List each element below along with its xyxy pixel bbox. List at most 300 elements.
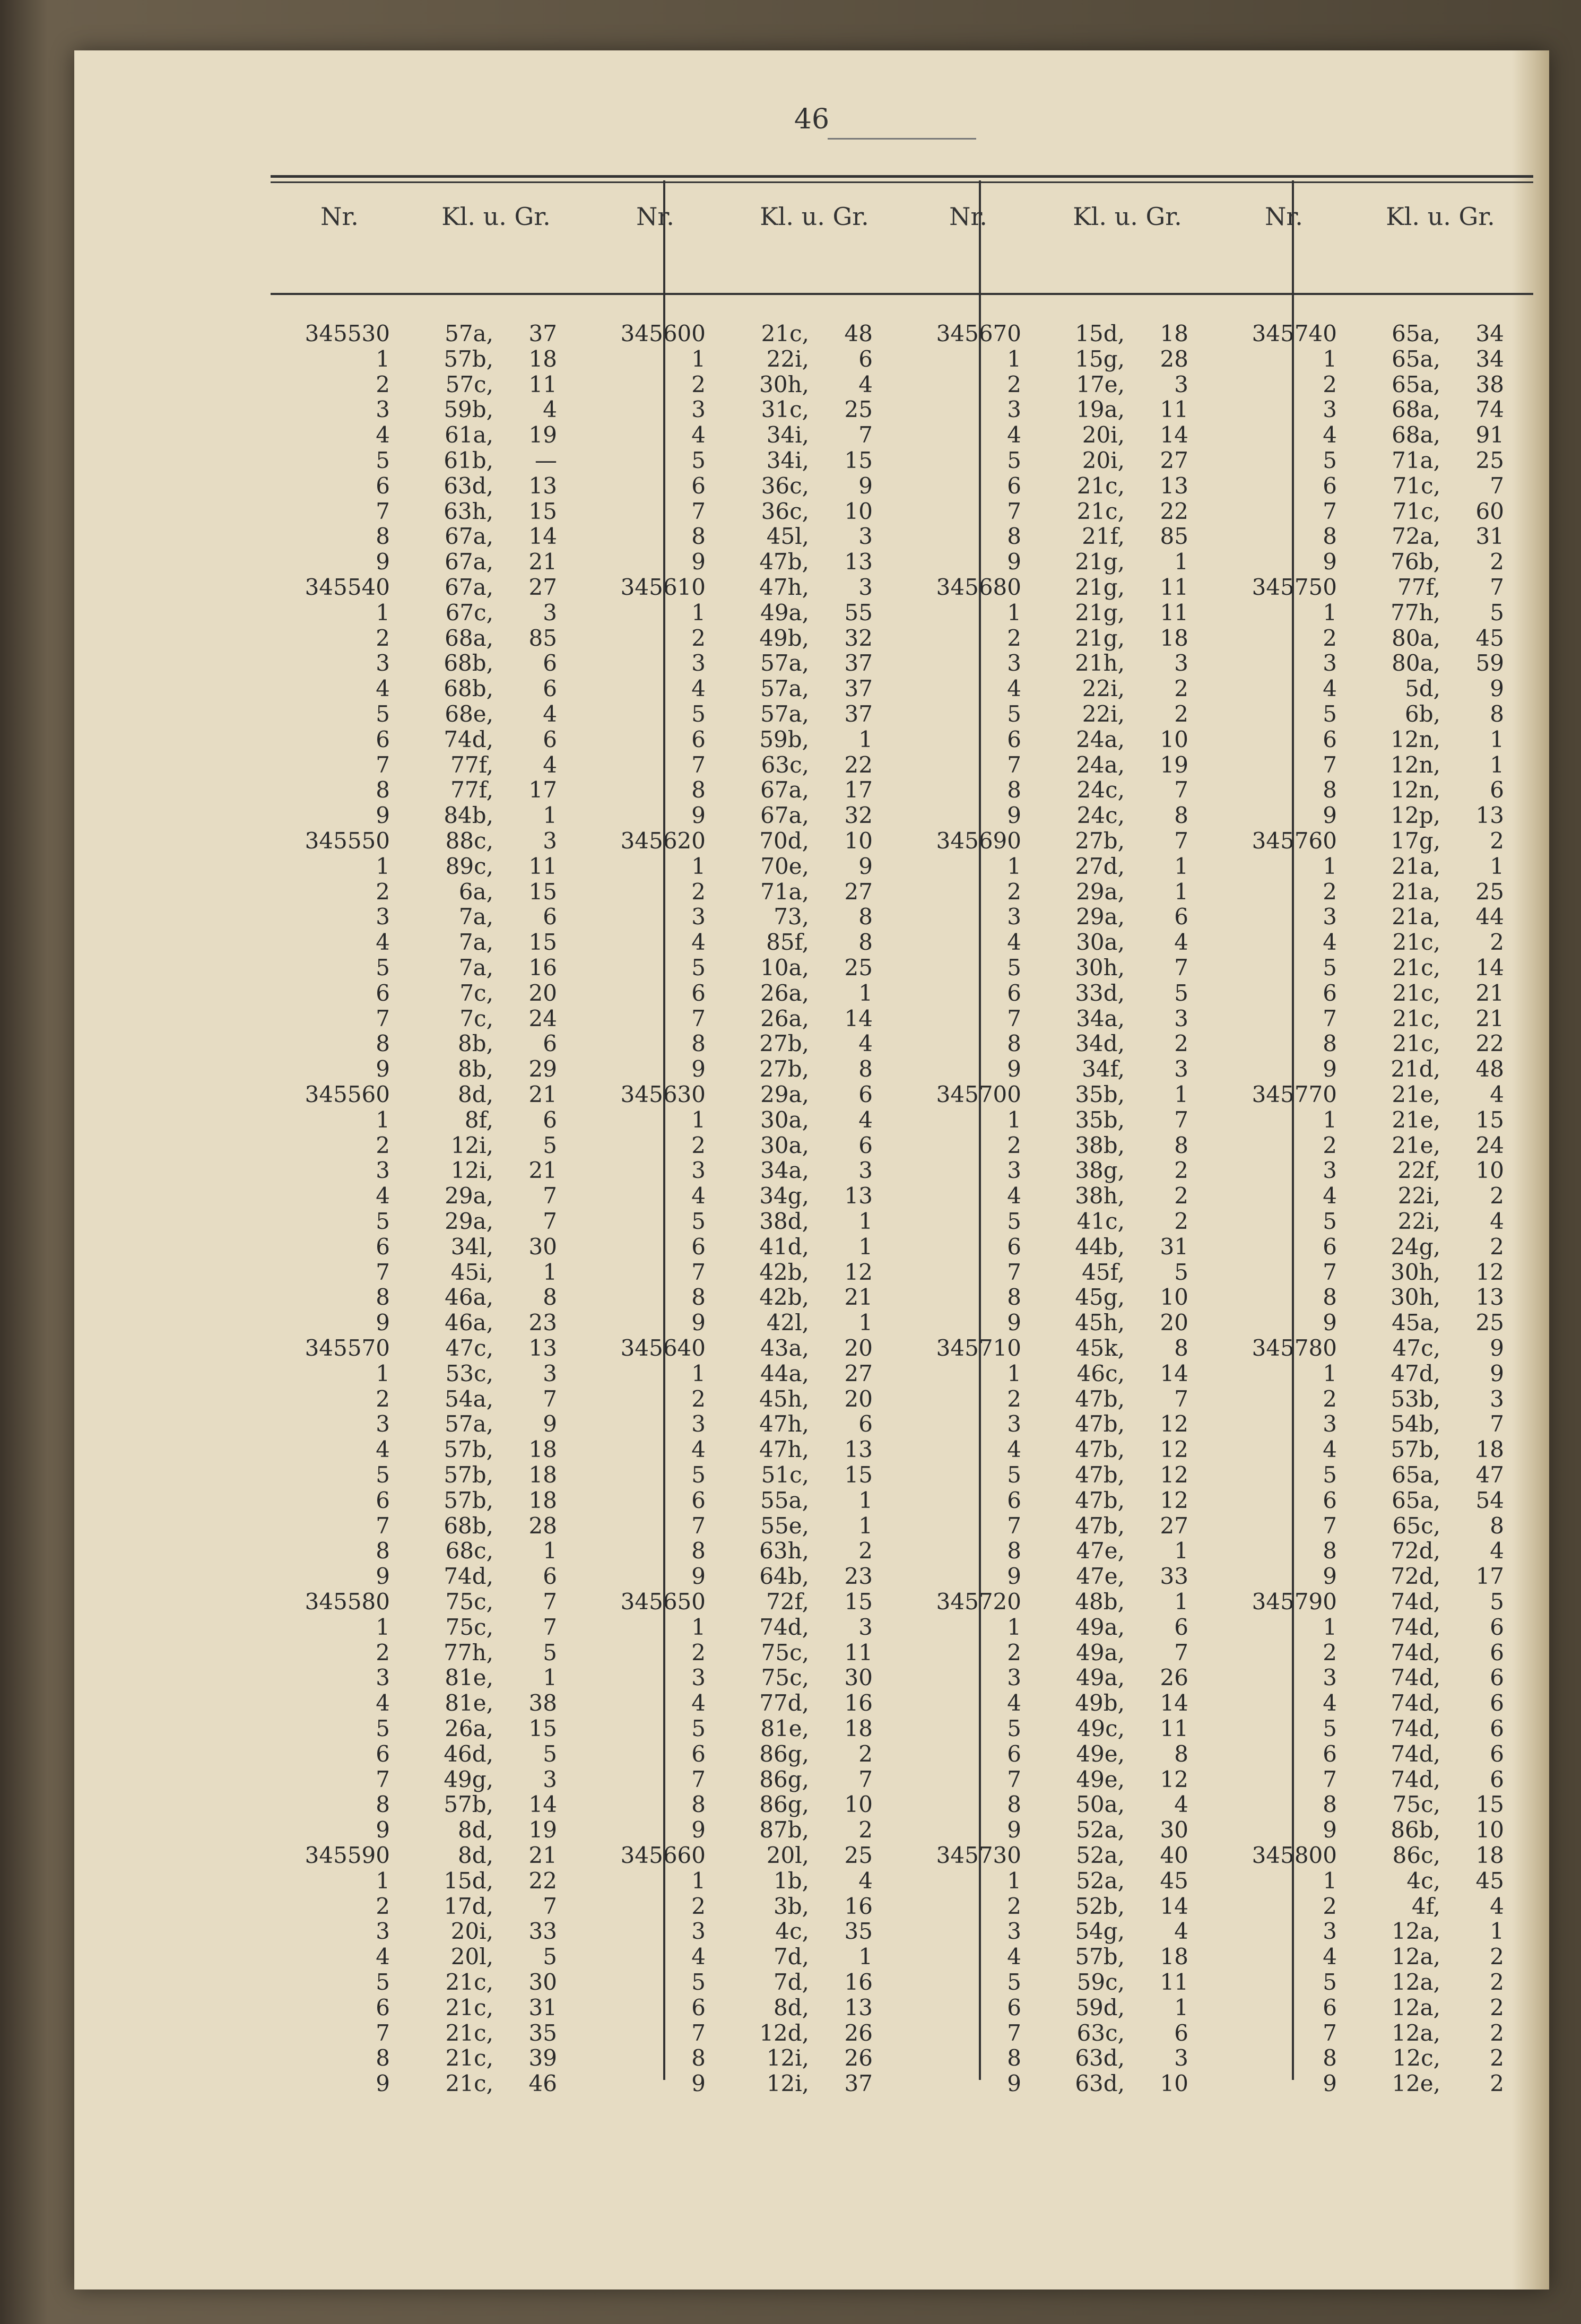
- group-count: 21: [528, 1081, 557, 1107]
- entry-number: 345550: [305, 828, 390, 854]
- group-count: 15: [844, 1462, 873, 1488]
- entry-number: 1: [1323, 599, 1337, 626]
- table-row: [271, 1082, 1533, 1107]
- class-group: 34a,: [760, 1157, 809, 1184]
- group-count: 7: [543, 1208, 557, 1234]
- entry-number: 6: [376, 1487, 390, 1513]
- entry-number: 1: [1323, 345, 1337, 372]
- group-count: 17: [528, 777, 557, 803]
- class-group: 21c,: [1076, 498, 1125, 524]
- entry-number: 1: [1007, 853, 1021, 879]
- entry-number: 3: [1323, 650, 1337, 677]
- entry-number: 2: [376, 371, 390, 397]
- entry-number: 9: [1323, 549, 1337, 575]
- entry-number: 8: [376, 523, 390, 550]
- entry-number: 4: [376, 1436, 390, 1463]
- table-row: [271, 473, 1533, 499]
- group-count: 20: [844, 1385, 873, 1412]
- class-group: 57c,: [445, 371, 493, 397]
- group-count: 1: [858, 726, 873, 752]
- class-group: 68e,: [445, 701, 493, 727]
- entry-number: 5: [691, 1715, 706, 1741]
- entry-number: 5: [376, 701, 390, 727]
- class-group: 81e,: [445, 1664, 493, 1691]
- class-group: 21a,: [1392, 853, 1440, 879]
- group-count: 15: [844, 1589, 873, 1615]
- group-count: 1: [543, 1664, 557, 1691]
- class-group: 77h,: [444, 1639, 493, 1666]
- class-group: 59b,: [444, 396, 493, 423]
- entry-number: 4: [691, 422, 706, 448]
- class-group: 12p,: [1391, 802, 1440, 829]
- class-group: 29a,: [445, 1208, 493, 1234]
- entry-number: 7: [376, 1512, 390, 1539]
- entry-number: 7: [376, 1005, 390, 1031]
- group-count: 18: [1475, 1842, 1504, 1868]
- group-count: 4: [858, 1106, 873, 1133]
- entry-number: 6: [691, 1740, 706, 1767]
- group-count: 27: [844, 1360, 873, 1386]
- group-count: 6: [543, 675, 557, 702]
- entry-number: 4: [1007, 1690, 1021, 1716]
- class-group: 7a,: [458, 955, 493, 981]
- group-count: 25: [844, 1842, 873, 1868]
- entry-number: 4: [1007, 1436, 1021, 1463]
- group-count: 1: [858, 1487, 873, 1513]
- class-group: 4f,: [1411, 1893, 1440, 1919]
- table-row: [271, 1107, 1533, 1133]
- entry-number: 1: [691, 599, 706, 626]
- class-group: 1b,: [774, 1867, 809, 1894]
- table-top-rule: [271, 175, 1533, 178]
- class-group: 77d,: [759, 1690, 809, 1716]
- entry-number: 9: [376, 2070, 390, 2097]
- entry-number: 5: [1007, 1208, 1021, 1234]
- entry-number: 9: [376, 802, 390, 829]
- class-group: 26a,: [760, 979, 809, 1006]
- group-count: 12: [1160, 1411, 1188, 1437]
- group-count: 3: [858, 523, 873, 550]
- class-group: 81e,: [445, 1690, 493, 1716]
- class-group: 68a,: [1392, 396, 1440, 423]
- group-count: 11: [1160, 396, 1188, 423]
- entry-number: 4: [376, 675, 390, 702]
- class-group: 30a,: [760, 1106, 809, 1133]
- table-row: [271, 1868, 1533, 1894]
- group-count: 48: [1475, 1056, 1504, 1082]
- class-group: 57b,: [1075, 1944, 1125, 1970]
- entry-number: 2: [1323, 1385, 1337, 1412]
- group-count: 31: [1475, 523, 1504, 550]
- class-group: 47b,: [1075, 1462, 1125, 1488]
- entry-number: 4: [376, 1690, 390, 1716]
- entry-number: 7: [691, 1512, 706, 1539]
- group-count: 12: [844, 1259, 873, 1285]
- entry-number: 345760: [1252, 828, 1337, 854]
- group-count: 4: [543, 701, 557, 727]
- class-group: 48b,: [1075, 1589, 1125, 1615]
- entry-number: 9: [1007, 1817, 1021, 1843]
- group-count: 2: [858, 1817, 873, 1843]
- entry-number: 1: [376, 1360, 390, 1386]
- entry-number: 345790: [1252, 1589, 1337, 1615]
- class-group: 45f,: [1082, 1259, 1125, 1285]
- entry-number: 345680: [936, 574, 1021, 600]
- class-group: 27b,: [759, 1056, 809, 1082]
- table-top-rule-inner: [271, 181, 1533, 183]
- entry-number: 1: [691, 1106, 706, 1133]
- table-row: [271, 626, 1533, 651]
- group-count: 2: [1174, 701, 1188, 727]
- class-group: 12a,: [1392, 1944, 1440, 1970]
- entry-number: 7: [691, 1005, 706, 1031]
- entry-number: 7: [1323, 1005, 1337, 1031]
- group-count: 21: [844, 1284, 873, 1311]
- class-group: 6b,: [1405, 701, 1440, 727]
- group-count: 1: [543, 1259, 557, 1285]
- class-group: 47b,: [1075, 1436, 1125, 1463]
- group-count: 18: [1475, 1436, 1504, 1463]
- entry-number: 6: [1007, 726, 1021, 752]
- group-count: 1: [1174, 1589, 1188, 1615]
- group-count: 6: [1490, 1614, 1504, 1640]
- entry-number: 6: [1323, 1994, 1337, 2021]
- class-group: 57a,: [445, 320, 493, 346]
- class-group: 74d,: [1391, 1766, 1440, 1792]
- entry-number: 1: [691, 1867, 706, 1894]
- entry-number: 7: [1007, 2019, 1021, 2046]
- class-group: 72d,: [1391, 1538, 1440, 1564]
- class-group: 80a,: [1392, 625, 1440, 651]
- class-group: 12n,: [1391, 751, 1440, 778]
- class-group: 45k,: [1075, 1335, 1125, 1361]
- class-group: 45a,: [1392, 1310, 1440, 1336]
- class-group: 24a,: [1076, 751, 1125, 778]
- class-group: 70d,: [759, 828, 809, 854]
- group-count: 5: [1490, 1589, 1504, 1615]
- class-group: 49a,: [1076, 1664, 1125, 1691]
- class-group: 27b,: [1075, 828, 1125, 854]
- class-group: 86c,: [1392, 1842, 1440, 1868]
- entry-number: 4: [691, 1183, 706, 1209]
- entry-number: 5: [376, 955, 390, 981]
- group-count: 16: [844, 1690, 873, 1716]
- class-group: 21c,: [1392, 979, 1440, 1006]
- entry-number: 3: [376, 1157, 390, 1184]
- class-group: 36c,: [761, 472, 809, 499]
- table-row: [271, 904, 1533, 930]
- entry-number: 9: [1007, 549, 1021, 575]
- table-row: [271, 1361, 1533, 1386]
- class-group: 47e,: [1076, 1563, 1125, 1590]
- entry-number: 6: [1323, 1233, 1337, 1260]
- entry-number: 2: [1007, 625, 1021, 651]
- group-count: 1: [1174, 853, 1188, 879]
- class-group: 49a,: [760, 599, 809, 626]
- class-group: 21g,: [1075, 574, 1125, 600]
- group-count: 15: [528, 929, 557, 956]
- group-count: 14: [1475, 955, 1504, 981]
- class-group: 57a,: [760, 701, 809, 727]
- class-group: 24g,: [1391, 1233, 1440, 1260]
- class-group: 47h,: [759, 1411, 809, 1437]
- group-count: 45: [1160, 1867, 1188, 1894]
- class-group: 86b,: [1391, 1817, 1440, 1843]
- group-count: 4: [1490, 1208, 1504, 1234]
- class-group: 65c,: [1392, 1512, 1440, 1539]
- entry-number: 3: [376, 1664, 390, 1691]
- class-group: 12n,: [1391, 777, 1440, 803]
- group-count: 3: [543, 599, 557, 626]
- class-group: 21c,: [1392, 929, 1440, 956]
- entry-number: 3: [376, 650, 390, 677]
- class-group: 17d,: [444, 1893, 493, 1919]
- group-count: 4: [858, 371, 873, 397]
- entry-number: 1: [1323, 1867, 1337, 1894]
- class-group: 57b,: [444, 345, 493, 372]
- entry-number: 7: [376, 751, 390, 778]
- entry-number: 6: [1323, 1487, 1337, 1513]
- group-count: 2: [1490, 2045, 1504, 2071]
- entry-number: 9: [1007, 2070, 1021, 2097]
- table-row: [271, 828, 1533, 854]
- class-group: 12a,: [1392, 1918, 1440, 1945]
- class-group: 12a,: [1392, 2019, 1440, 2046]
- class-group: 12n,: [1391, 726, 1440, 752]
- class-group: 64b,: [759, 1563, 809, 1590]
- class-group: 21e,: [1392, 1132, 1440, 1158]
- group-count: 6: [1490, 1690, 1504, 1716]
- group-count: 15: [528, 1715, 557, 1741]
- class-group: 65a,: [1392, 371, 1440, 397]
- entry-number: 3: [1323, 396, 1337, 423]
- entry-number: 8: [691, 523, 706, 550]
- class-group: 4c,: [1406, 1867, 1440, 1894]
- class-group: 86g,: [759, 1740, 809, 1767]
- class-group: 86g,: [759, 1766, 809, 1792]
- class-group: 41c,: [1076, 1208, 1125, 1234]
- entry-number: 8: [691, 1538, 706, 1564]
- entry-number: 5: [1007, 447, 1021, 473]
- group-count: 35: [528, 2019, 557, 2046]
- entry-number: 5: [1007, 955, 1021, 981]
- class-group: 47b,: [1075, 1487, 1125, 1513]
- entry-number: 3: [1007, 1664, 1021, 1691]
- entry-number: 7: [376, 498, 390, 524]
- class-group: 68b,: [444, 650, 493, 677]
- class-group: 24c,: [1076, 777, 1125, 803]
- group-count: 39: [528, 2045, 557, 2071]
- table-row: [271, 524, 1533, 549]
- group-count: 16: [844, 1969, 873, 1995]
- group-count: 14: [528, 523, 557, 550]
- entry-number: 4: [1323, 1183, 1337, 1209]
- class-group: 42b,: [759, 1284, 809, 1311]
- class-group: 21g,: [1075, 625, 1125, 651]
- class-group: 27d,: [1075, 853, 1125, 879]
- group-count: 2: [1490, 1233, 1504, 1260]
- group-count: 10: [844, 498, 873, 524]
- group-count: 1: [1174, 549, 1188, 575]
- table-row: [271, 1310, 1533, 1336]
- group-count: 5: [543, 1639, 557, 1666]
- entry-number: 345750: [1252, 574, 1337, 600]
- class-group: 29a,: [1076, 878, 1125, 905]
- group-count: 3: [858, 1157, 873, 1184]
- class-group: 3b,: [774, 1893, 809, 1919]
- entry-number: 5: [691, 1208, 706, 1234]
- entry-number: 345740: [1252, 320, 1337, 346]
- class-group: 73,: [774, 904, 809, 930]
- class-group: 7d,: [774, 1944, 809, 1970]
- group-count: 6: [1490, 1715, 1504, 1741]
- table-row: [271, 930, 1533, 955]
- group-count: 1: [858, 1310, 873, 1336]
- group-count: 14: [1160, 422, 1188, 448]
- entry-number: 6: [376, 1740, 390, 1767]
- group-count: 11: [1160, 1969, 1188, 1995]
- group-count: 29: [528, 1056, 557, 1082]
- entry-number: 6: [691, 1233, 706, 1260]
- entry-number: 8: [376, 2045, 390, 2071]
- entry-number: 6: [376, 472, 390, 499]
- entry-number: 9: [1007, 802, 1021, 829]
- group-count: 40: [1160, 1842, 1188, 1868]
- group-count: 21: [1475, 979, 1504, 1006]
- group-count: 6: [1174, 1614, 1188, 1640]
- class-group: 57b,: [1391, 1436, 1440, 1463]
- entry-number: 6: [691, 472, 706, 499]
- entry-number: 8: [1007, 1030, 1021, 1057]
- entry-number: 3: [691, 1157, 706, 1184]
- class-group: 63h,: [759, 1538, 809, 1564]
- header-nr-1: Nr.: [320, 202, 359, 231]
- class-group: 75c,: [445, 1589, 493, 1615]
- table-row: [271, 2045, 1533, 2071]
- table-row: [271, 346, 1533, 372]
- class-group: 7a,: [458, 929, 493, 956]
- class-group: 57b,: [444, 1487, 493, 1513]
- entry-number: 8: [376, 1284, 390, 1311]
- group-count: 30: [844, 1664, 873, 1691]
- class-group: 49a,: [1076, 1639, 1125, 1666]
- class-group: 74d,: [1391, 1589, 1440, 1615]
- group-count: 13: [1160, 472, 1188, 499]
- group-count: 47: [1475, 1462, 1504, 1488]
- class-group: 15d,: [1075, 320, 1125, 346]
- group-count: 1: [1174, 1994, 1188, 2021]
- class-group: 75c,: [445, 1614, 493, 1640]
- group-count: 37: [528, 320, 557, 346]
- class-group: 47e,: [1076, 1538, 1125, 1564]
- class-group: 7d,: [774, 1969, 809, 1995]
- group-count: 5: [543, 1132, 557, 1158]
- class-group: 65a,: [1392, 1462, 1440, 1488]
- class-group: 15d,: [444, 1867, 493, 1894]
- group-count: 13: [844, 1436, 873, 1463]
- class-group: 47c,: [1392, 1335, 1440, 1361]
- group-count: 25: [1475, 878, 1504, 905]
- page-number: 46: [794, 103, 830, 135]
- class-group: 75c,: [761, 1639, 809, 1666]
- group-count: 6: [1490, 1664, 1504, 1691]
- entry-number: 5: [1007, 701, 1021, 727]
- entry-number: 4: [1007, 422, 1021, 448]
- table-row: [271, 2071, 1533, 2096]
- group-count: 4: [543, 396, 557, 423]
- entry-number: 3: [691, 1664, 706, 1691]
- group-count: 5: [1174, 979, 1188, 1006]
- class-group: 29a,: [445, 1183, 493, 1209]
- class-group: 7c,: [459, 979, 493, 1006]
- group-count: 74: [1475, 396, 1504, 423]
- class-group: 30h,: [759, 371, 809, 397]
- group-count: 4: [1174, 1791, 1188, 1818]
- class-group: 49e,: [1076, 1740, 1125, 1767]
- class-group: 84b,: [444, 802, 493, 829]
- group-count: 2: [1490, 1944, 1504, 1970]
- group-count: 3: [543, 1360, 557, 1386]
- group-count: 16: [844, 1893, 873, 1919]
- class-group: 86g,: [759, 1791, 809, 1818]
- entry-number: 8: [1323, 1791, 1337, 1818]
- entry-number: 6: [1007, 472, 1021, 499]
- class-group: 31c,: [761, 396, 809, 423]
- group-count: 48: [844, 320, 873, 346]
- entry-number: 2: [1323, 371, 1337, 397]
- group-count: 27: [1160, 1512, 1188, 1539]
- entry-number: 7: [1007, 1766, 1021, 1792]
- entry-number: 3: [1323, 1411, 1337, 1437]
- group-count: 37: [844, 2070, 873, 2097]
- group-count: 1: [1490, 726, 1504, 752]
- class-group: 65a,: [1392, 1487, 1440, 1513]
- entry-number: 6: [1323, 726, 1337, 752]
- class-group: 22f,: [1397, 1157, 1440, 1184]
- group-count: 46: [528, 2070, 557, 2097]
- class-group: 38b,: [1075, 1132, 1125, 1158]
- group-count: 38: [1475, 371, 1504, 397]
- table-row: [271, 1006, 1533, 1031]
- class-group: 77f,: [1397, 574, 1440, 600]
- entry-number: 8: [691, 777, 706, 803]
- group-count: 7: [543, 1183, 557, 1209]
- entry-number: 5: [1323, 955, 1337, 981]
- class-group: 22i,: [766, 345, 809, 372]
- group-count: 7: [858, 422, 873, 448]
- class-group: 30h,: [1075, 955, 1125, 981]
- entry-number: 5: [1007, 1462, 1021, 1488]
- class-group: 17e,: [1076, 371, 1125, 397]
- class-group: 21c,: [445, 1994, 493, 2021]
- entry-number: 4: [1323, 1690, 1337, 1716]
- group-count: 60: [1475, 498, 1504, 524]
- group-count: 8: [858, 904, 873, 930]
- group-count: 13: [844, 549, 873, 575]
- group-count: 35: [844, 1918, 873, 1945]
- entry-number: 5: [1323, 1208, 1337, 1234]
- entry-number: 3: [1323, 1157, 1337, 1184]
- group-count: 4: [858, 1867, 873, 1894]
- entry-number: 1: [691, 345, 706, 372]
- class-group: 67a,: [445, 523, 493, 550]
- entry-number: 3: [1323, 1918, 1337, 1945]
- class-group: 21a,: [1392, 878, 1440, 905]
- entry-number: 4: [1323, 675, 1337, 702]
- group-count: 15: [528, 498, 557, 524]
- entry-number: 1: [376, 1106, 390, 1133]
- entry-number: 4: [1323, 422, 1337, 448]
